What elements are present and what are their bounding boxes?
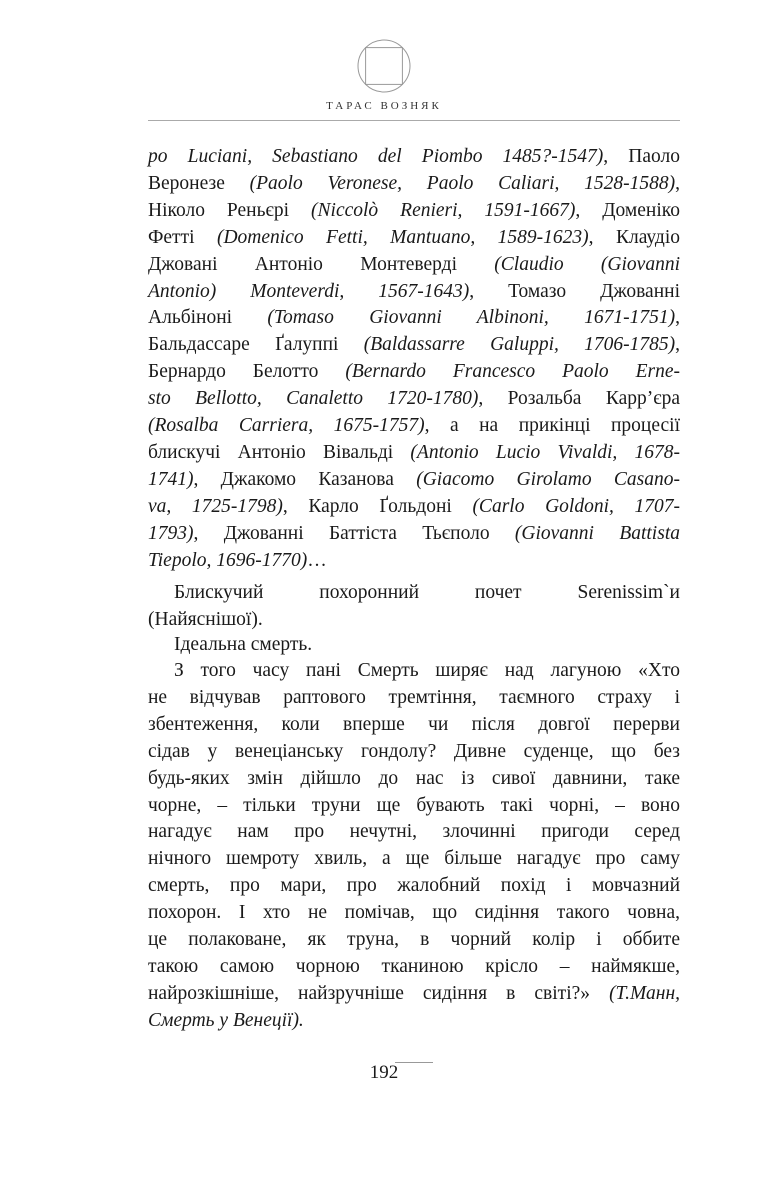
italic-text: Antonio) Monteverdi, 1567-1643) (148, 280, 470, 302)
circle-square-emblem-icon (356, 38, 412, 94)
text: сідав у венеціанську гондолу? Дивне суденце, що без (148, 740, 680, 762)
text-line (148, 981, 680, 1007)
text: , Джованні Баттіста Тьєполо (193, 522, 515, 544)
italic-text: (Claudio (Giovanni (494, 253, 680, 275)
text: , Доменіко (575, 199, 681, 221)
text: … (307, 549, 327, 571)
text: , а на прикінці процесії (424, 415, 680, 436)
italic-text: po Luciani, Sebastiano del Piombo 1485?-1547) (148, 146, 604, 167)
text: блискучі Антоніо Вівальді (148, 441, 411, 463)
text-line (148, 467, 680, 493)
text: , Розальба Карр’єра (478, 388, 680, 410)
italic-text: (Niccolò Renieri, 1591-1667) (311, 199, 576, 221)
text-line (148, 900, 680, 926)
text: чорне, – тільки труни ще бувають такі чорні, – воно (148, 794, 680, 816)
text: Джовані Антоніо Монтеверді (148, 253, 495, 275)
text: , Карло Ґольдоні (282, 495, 473, 517)
text-line (148, 927, 680, 953)
italic-text: (Carlo Goldoni, 1707- (472, 495, 680, 517)
italic-text: sto Bellotto, Canaletto 1720-1780) (148, 388, 479, 410)
italic-text: va, 1725-1798) (148, 495, 283, 517)
running-head: ТАРАС ВОЗНЯК (326, 100, 442, 112)
text: З того часу пані Смерть ширяє над лагуною «Хто (174, 660, 680, 681)
text: , Клаудіо (588, 226, 680, 248)
text-line (148, 658, 680, 684)
text: не відчував раптового тремтіння, таємного страху і (148, 686, 680, 708)
text-line (148, 846, 680, 872)
text-line (148, 144, 680, 170)
text: Бернардо Белотто (148, 361, 346, 383)
text: нічного шемроту хвиль, а ще більше нагадує про саму (148, 848, 680, 870)
text: , Джакомо Казанова (193, 468, 417, 490)
text-line (148, 440, 680, 466)
text: , (675, 334, 680, 356)
italic-text: (Giacomo Girolamo Casano- (416, 468, 681, 490)
text: Ідеальна смерть. (174, 634, 313, 655)
text: Бальдассаре Ґалуппі (148, 334, 364, 356)
text-line (148, 819, 680, 845)
italic-text: Смерть у Венеції). (148, 1009, 304, 1031)
italic-text: (Antonio Lucio Vivaldi, 1678- (410, 441, 681, 463)
text: будь-яких змін дійшло до нас із сивої давнини, таке (148, 767, 680, 789)
italic-text: (Tomaso Giovanni Albinoni, 1671-1751) (267, 307, 676, 329)
text: , (675, 307, 680, 329)
text: , Томазо Джованні (469, 280, 680, 302)
text-line (148, 793, 680, 819)
text-line (148, 954, 680, 980)
italic-text: (Domenico Fetti, Mantuano, 1589-1623) (216, 226, 589, 248)
text: Фетті (148, 226, 217, 248)
text: такою самою чорною тканиною крісло – наймякше, (148, 955, 680, 977)
text-line (148, 494, 680, 520)
text-line (148, 766, 680, 792)
text: Веронезе (148, 172, 250, 194)
text-line (148, 386, 680, 412)
text: Ніколо Реньєрі (148, 199, 312, 221)
text-line (148, 739, 680, 765)
text-line (148, 685, 680, 711)
text: найрозкішніше, найзручніше сидіння в світі?» (148, 982, 610, 1004)
text-line (148, 548, 680, 574)
italic-text: (Bernardo Francesco Paolo Erne- (345, 361, 680, 383)
italic-text: (Baldassarre Galuppi, 1706-1785) (363, 334, 676, 356)
text-line (148, 1008, 680, 1034)
text-line (148, 225, 680, 251)
italic-text: 1793) (148, 522, 194, 544)
italic-text: (Giovanni Battista (514, 522, 680, 544)
text: нагадує нам про нечутні, злочинні пригоди серед (148, 821, 680, 843)
text-line (148, 712, 680, 738)
text-line (148, 632, 680, 658)
page-number: 192 (369, 1062, 399, 1083)
text: смерть, про мари, про жалобний похід і мовчазний (148, 875, 680, 897)
text-line (148, 171, 680, 197)
text: , (675, 172, 680, 194)
text: похорон. І хто не помічав, що сидіння такого човна, (148, 902, 680, 924)
text: Блискучий похоронний почет Serenissim`и (174, 582, 680, 603)
italic-text: (Т.Манн, (609, 982, 680, 1004)
text-line (148, 359, 680, 385)
header-rule (148, 120, 680, 121)
text-line (148, 198, 680, 224)
text-line (148, 279, 680, 305)
text-line (148, 252, 680, 278)
text-line (148, 413, 680, 439)
text: (Найяснішої). (148, 608, 263, 630)
italic-text: Tiepolo, 1696-1770) (148, 549, 308, 571)
text-line (148, 305, 680, 331)
italic-text: (Rosalba Carriera, 1675-1757) (148, 415, 425, 436)
text: збентеження, коли вперше чи після довгої перерви (148, 713, 680, 735)
italic-text: (Paolo Veronese, Paolo Caliari, 1528-1588) (249, 172, 676, 194)
text-line (148, 607, 680, 633)
text: це полаковане, як труна, в чорний колір і оббите (148, 929, 680, 950)
text: Альбіноні (148, 307, 268, 329)
text-line (148, 332, 680, 358)
text: , Паоло (603, 146, 680, 167)
italic-text: 1741) (148, 468, 194, 490)
text-line (148, 521, 680, 547)
text-line (148, 580, 680, 606)
text-line (148, 873, 680, 899)
